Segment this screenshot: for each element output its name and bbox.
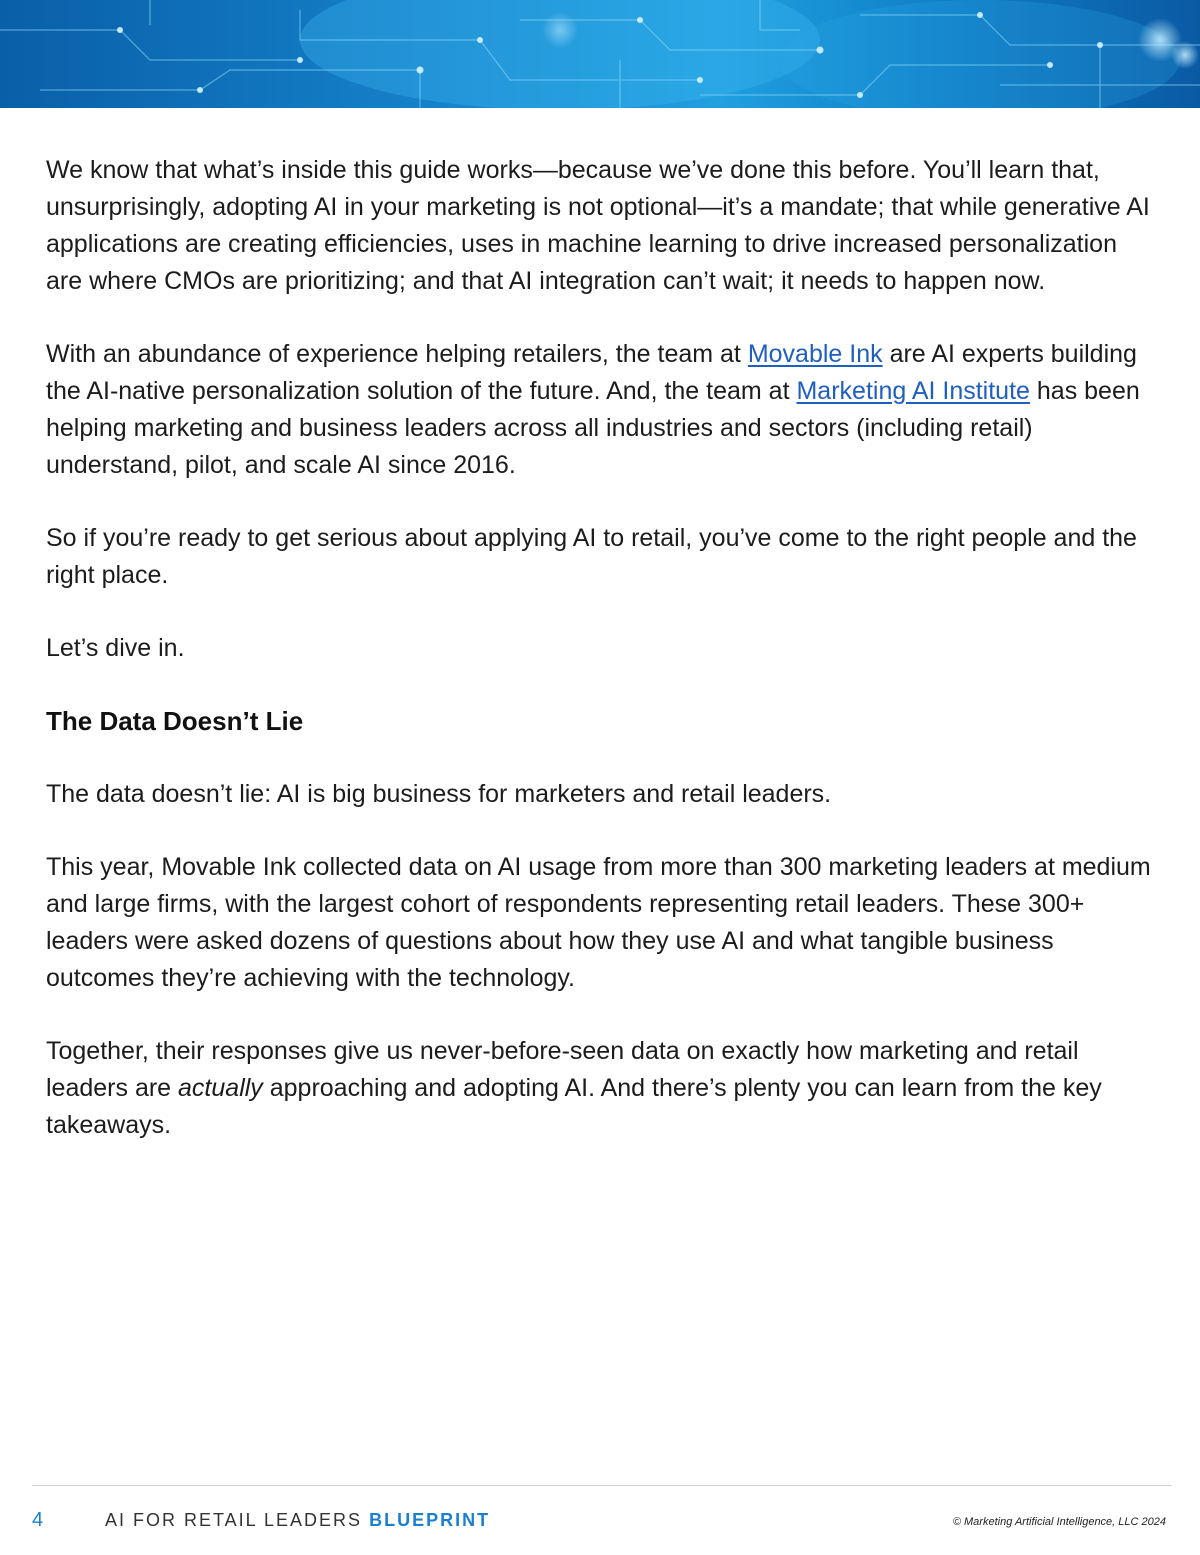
copyright-notice: © Marketing Artificial Intelligence, LLC 2024	[952, 1516, 1166, 1528]
emphasis-actually: actually	[178, 1074, 263, 1102]
document-title	[105, 1510, 490, 1531]
dive-in-paragraph: Let’s dive in.	[46, 634, 185, 662]
document-title-accent: BLUEPRINT	[369, 1510, 491, 1530]
survey-paragraph: This year, Movable Ink collected data on AI usage from more than 300 marketing leaders at medium and large firms, with the largest cohort of respondents representing retail leaders. These 300+ leaders were asked dozens of questions about how they use AI and what tangible business outcomes they’re achieving with the technology.	[46, 853, 1151, 992]
data-intro-paragraph: The data doesn’t lie: AI is big business for marketers and retail leaders.	[46, 780, 832, 808]
movable-ink-link[interactable]: Movable Ink	[747, 340, 883, 368]
responses-paragraph	[46, 1033, 1158, 1144]
intro-paragraph: We know that what’s inside this guide works—because we’ve done this before. You’ll learn that, unsurprisingly, adopting AI in your marketing is not optional—it’s a mandate; that while generative AI applications are creating efficiencies, uses in machine learning to drive increased personalization are where CMOs are prioritizing; and that AI integration can’t wait; it needs to happen now.	[46, 156, 1150, 295]
experience-text-part2: are AI experts building the AI-native personalization solution of the future. And, the team at	[46, 340, 1137, 405]
main-content	[46, 152, 1158, 1180]
page-number: 4	[32, 1509, 44, 1531]
document-title-prefix: AI FOR RETAIL LEADERS	[105, 1510, 363, 1530]
page-footer	[0, 1500, 1200, 1540]
experience-text-part3: has been helping marketing and business leaders across all industries and sectors (including retail) understand, pilot, and scale AI since 2016.	[46, 377, 1140, 479]
experience-text-part1: With an abundance of experience helping retailers, the team at	[46, 340, 748, 368]
circuit-pattern-graphic	[0, 0, 1200, 108]
responses-text-part1: Together, their responses give us never-before-seen data on exactly how marketing and retail leaders are	[46, 1037, 1079, 1102]
section-heading: The Data Doesn’t Lie	[46, 706, 304, 736]
experience-paragraph	[46, 336, 1158, 484]
ready-paragraph: So if you’re ready to get serious about applying AI to retail, you’ve come to the right people and the right place.	[46, 524, 1137, 589]
marketing-ai-institute-link[interactable]: Marketing AI Institute	[796, 377, 1030, 405]
responses-text-part2: approaching and adopting AI. And there’s plenty you can learn from the key takeaways.	[46, 1074, 1102, 1139]
footer-divider	[32, 1485, 1172, 1486]
header-banner	[0, 0, 1200, 108]
